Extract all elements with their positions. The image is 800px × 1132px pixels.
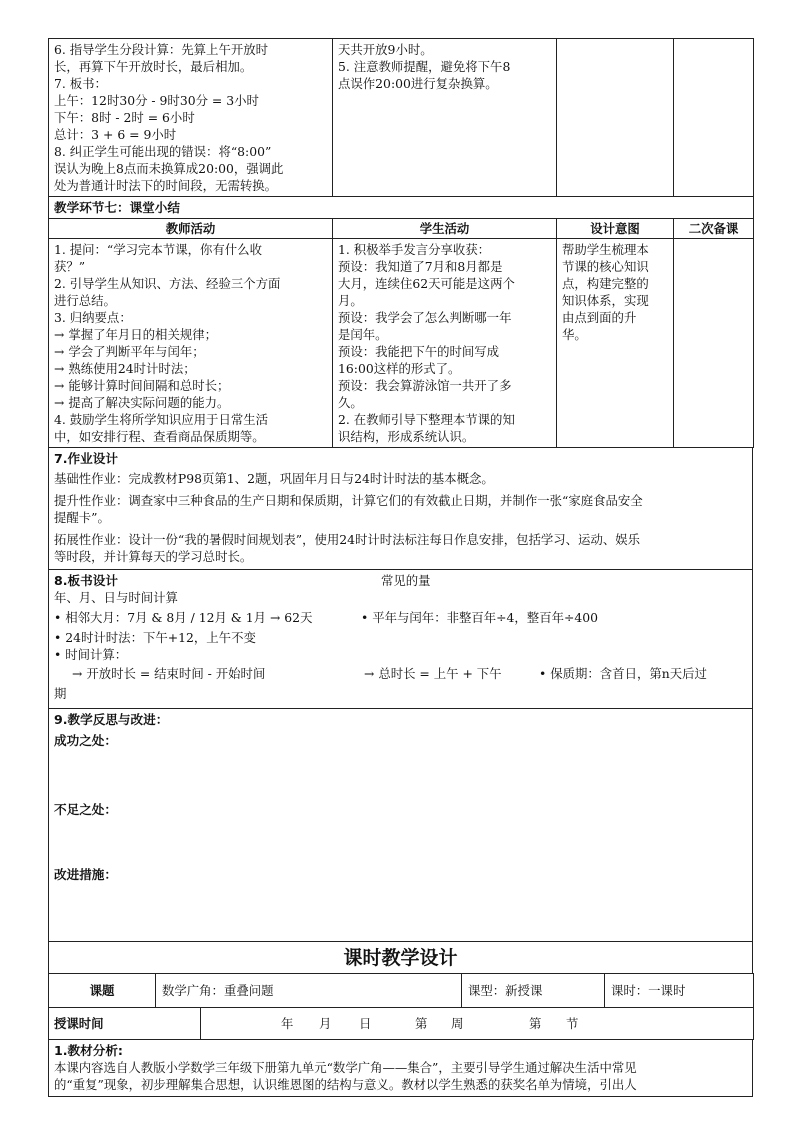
topic-row [49, 974, 754, 1008]
text-line: 预设：我学会了怎么判断哪一年 [338, 310, 512, 325]
time-day: 日 [359, 1016, 372, 1031]
text-line: 2. 在教师引导下整理本节课的知 [338, 412, 515, 427]
text-line: 下午：8时 - 2时 = 6小时 [54, 110, 195, 125]
text-line: 久。 [338, 395, 363, 410]
board-center-title: 常见的量 [381, 573, 431, 588]
board-item: 期 [54, 686, 67, 701]
board-item: • 相邻大月：7月 & 8月 / 12月 & 1月 → 62天 [54, 610, 313, 625]
text-line: 华。 [562, 327, 587, 342]
time-year: 年 [281, 1016, 294, 1031]
board-title: 8.板书设计 [54, 573, 118, 588]
text-line: 上午：12时30分 - 9时30分 = 3小时 [54, 93, 259, 108]
time-week-suffix: 周 [451, 1016, 464, 1031]
time-week-prefix: 第 [415, 1016, 428, 1031]
text-line: 的“重复”现象，初步理解集合思想，认识维恩图的结构与意义。教材以学生熟悉的获奖名单为情境，引出人 [54, 1077, 637, 1092]
analysis-table [48, 1039, 753, 1097]
text-line: 6. 指导学生分段计算：先算上午开放时 [54, 42, 269, 57]
text-line: 中，如安排行程、查看商品保质期等。 [54, 429, 265, 444]
analysis-title: 1.教材分析: [54, 1043, 123, 1058]
text-line: 预设：我会算游泳馆一共开了多 [338, 378, 512, 393]
board-line-4 [54, 665, 747, 685]
text-line: 3. 归纳要点： [54, 310, 132, 325]
step7-title-row [49, 197, 754, 219]
text-line: → 掌握了年月日的相关规律； [54, 327, 218, 342]
text-line: 提升性作业：调查家中三种食品的生产日期和保质期，计算它们的有效截止日期，并制作一张“家庭食品安全 [54, 493, 643, 508]
text-line: 处为普通计时法下的时间段，无需转换。 [54, 178, 278, 193]
text-line: 7. 板书： [54, 76, 107, 91]
step6-teacher-cell [49, 39, 333, 197]
text-line: 拓展性作业：设计一份“我的暑假时间规划表”，使用24时计时法标注每日作息安排，包括学习、运动、娱乐 [54, 532, 641, 547]
board-item: → 开放时长 = 结束时间 - 开始时间 [72, 666, 266, 681]
lesson-design-title: 课时教学设计 [49, 942, 753, 974]
board-item: → 总时长 = 上午 + 下午 [364, 666, 502, 681]
step7-content-row [49, 239, 754, 448]
time-label: 授课时间 [49, 1008, 201, 1040]
text-line: 误认为晚上8点而未换算成20:00，强调此 [54, 161, 284, 176]
board-item: • 平年与闰年：非整百年÷4，整百年÷400 [361, 610, 599, 625]
text-line: 预设：我知道了7月和8月都是 [338, 259, 503, 274]
time-row [49, 1008, 754, 1040]
lesson-info-table [48, 973, 754, 1008]
text-line: → 熟练使用24时计时法； [54, 361, 196, 376]
text-line: 是闰年。 [338, 327, 388, 342]
text-line: 知识体系，实现 [562, 293, 649, 308]
summary-sections-table [48, 447, 753, 974]
time-value [201, 1008, 754, 1040]
step7-intent-cell [557, 239, 674, 448]
text-line: 1. 积极举手发言分享收获： [338, 242, 491, 257]
text-line: 8. 纠正学生可能出现的错误：将“8:00” [54, 144, 272, 159]
reflection-row [49, 709, 753, 942]
text-line: 提醒卡”。 [54, 510, 110, 525]
lesson-type: 课型：新授课 [462, 974, 605, 1008]
homework-improve [54, 492, 747, 526]
lesson-plan-page [48, 38, 753, 1097]
text-line: 5. 注意教师提醒，避免将下午8 [338, 59, 511, 74]
text-line: 天共开放9小时。 [338, 42, 433, 57]
text-line: 4. 鼓励学生将所学知识应用于日常生活 [54, 412, 269, 427]
text-line: 点，构建完整的 [562, 276, 649, 291]
step7-notes-cell [674, 239, 754, 448]
text-line: 等时段，并计算每天的学习总时长。 [54, 549, 253, 564]
text-line: 帮助学生梳理本 [562, 242, 649, 257]
reflection-title: 9.教学反思与改进： [54, 712, 169, 727]
board-row [49, 570, 753, 709]
text-line: 由点到面的升 [562, 310, 637, 325]
text-line: 获？” [54, 259, 86, 274]
topic-label: 课题 [49, 974, 156, 1008]
step7-teacher-cell [49, 239, 333, 448]
text-line: 长，再算下午开放时长，最后相加。 [54, 59, 253, 74]
step7-header-row [49, 219, 754, 239]
homework-basic: 基础性作业：完成教材P98页第1、2题，巩固年月日与24时计时法的基本概念。 [54, 471, 494, 486]
text-line: 节课的核心知识 [562, 259, 649, 274]
text-line: 识结构，形成系统认识。 [338, 429, 475, 444]
text-line: 进行总结。 [54, 293, 116, 308]
homework-title: 7.作业设计 [54, 451, 118, 466]
lesson-title-row [49, 942, 753, 974]
step7-title: 教学环节七：课堂小结 [49, 197, 754, 219]
time-section-suffix: 节 [566, 1016, 579, 1031]
text-line: 总计：3 + 6 = 9小时 [54, 127, 177, 142]
text-line: 16:00这样的形式了。 [338, 361, 461, 376]
board-subtitle: 年、月、日与时间计算 [54, 590, 178, 605]
step6-tail-row [49, 39, 754, 197]
text-line: 预设：我能把下午的时间写成 [338, 344, 500, 359]
homework-expand [54, 531, 747, 565]
text-line: 1. 提问：“学习完本节课，你有什么收 [54, 242, 262, 257]
board-line-1 [54, 609, 747, 629]
step7-student-cell [333, 239, 557, 448]
teaching-steps-table [48, 38, 754, 448]
header-notes: 二次备课 [674, 219, 754, 239]
reflection-success: 成功之处： [54, 733, 117, 748]
step6-student-cell [333, 39, 557, 197]
board-item: • 时间计算： [54, 647, 128, 662]
board-item: • 24时计时法：下午+12，上午不变 [54, 630, 256, 645]
homework-row [49, 448, 753, 570]
reflection-lack: 不足之处： [54, 802, 117, 817]
lesson-time-table [48, 1007, 754, 1040]
header-student: 学生活动 [333, 219, 557, 239]
time-section-prefix: 第 [529, 1016, 542, 1031]
text-line: 月。 [338, 293, 363, 308]
reflection-improve: 改进措施： [54, 867, 117, 882]
time-month: 月 [319, 1016, 332, 1031]
text-line: → 能够计算时间间隔和总时长； [54, 378, 230, 393]
text-line: → 学会了判断平年与闰年； [54, 344, 205, 359]
board-item: • 保质期：含首日，第n天后过 [539, 666, 707, 681]
analysis-row [49, 1040, 753, 1097]
step6-notes-cell [674, 39, 754, 197]
lesson-hours: 课时：一课时 [605, 974, 754, 1008]
text-line: 点误作20:00进行复杂换算。 [338, 76, 498, 91]
text-line: → 提高了解决实际问题的能力。 [54, 395, 230, 410]
header-intent: 设计意图 [557, 219, 674, 239]
text-line: 大月，连续住62天可能是这两个 [338, 276, 515, 291]
step6-intent-cell [557, 39, 674, 197]
topic-value: 数学广角：重叠问题 [156, 974, 462, 1008]
header-teacher: 教师活动 [49, 219, 333, 239]
text-line: 本课内容选自人教版小学数学三年级下册第九单元“数学广角——集合”，主要引导学生通过解决生活中常见 [54, 1060, 637, 1075]
text-line: 2. 引导学生从知识、方法、经验三个方面 [54, 276, 281, 291]
